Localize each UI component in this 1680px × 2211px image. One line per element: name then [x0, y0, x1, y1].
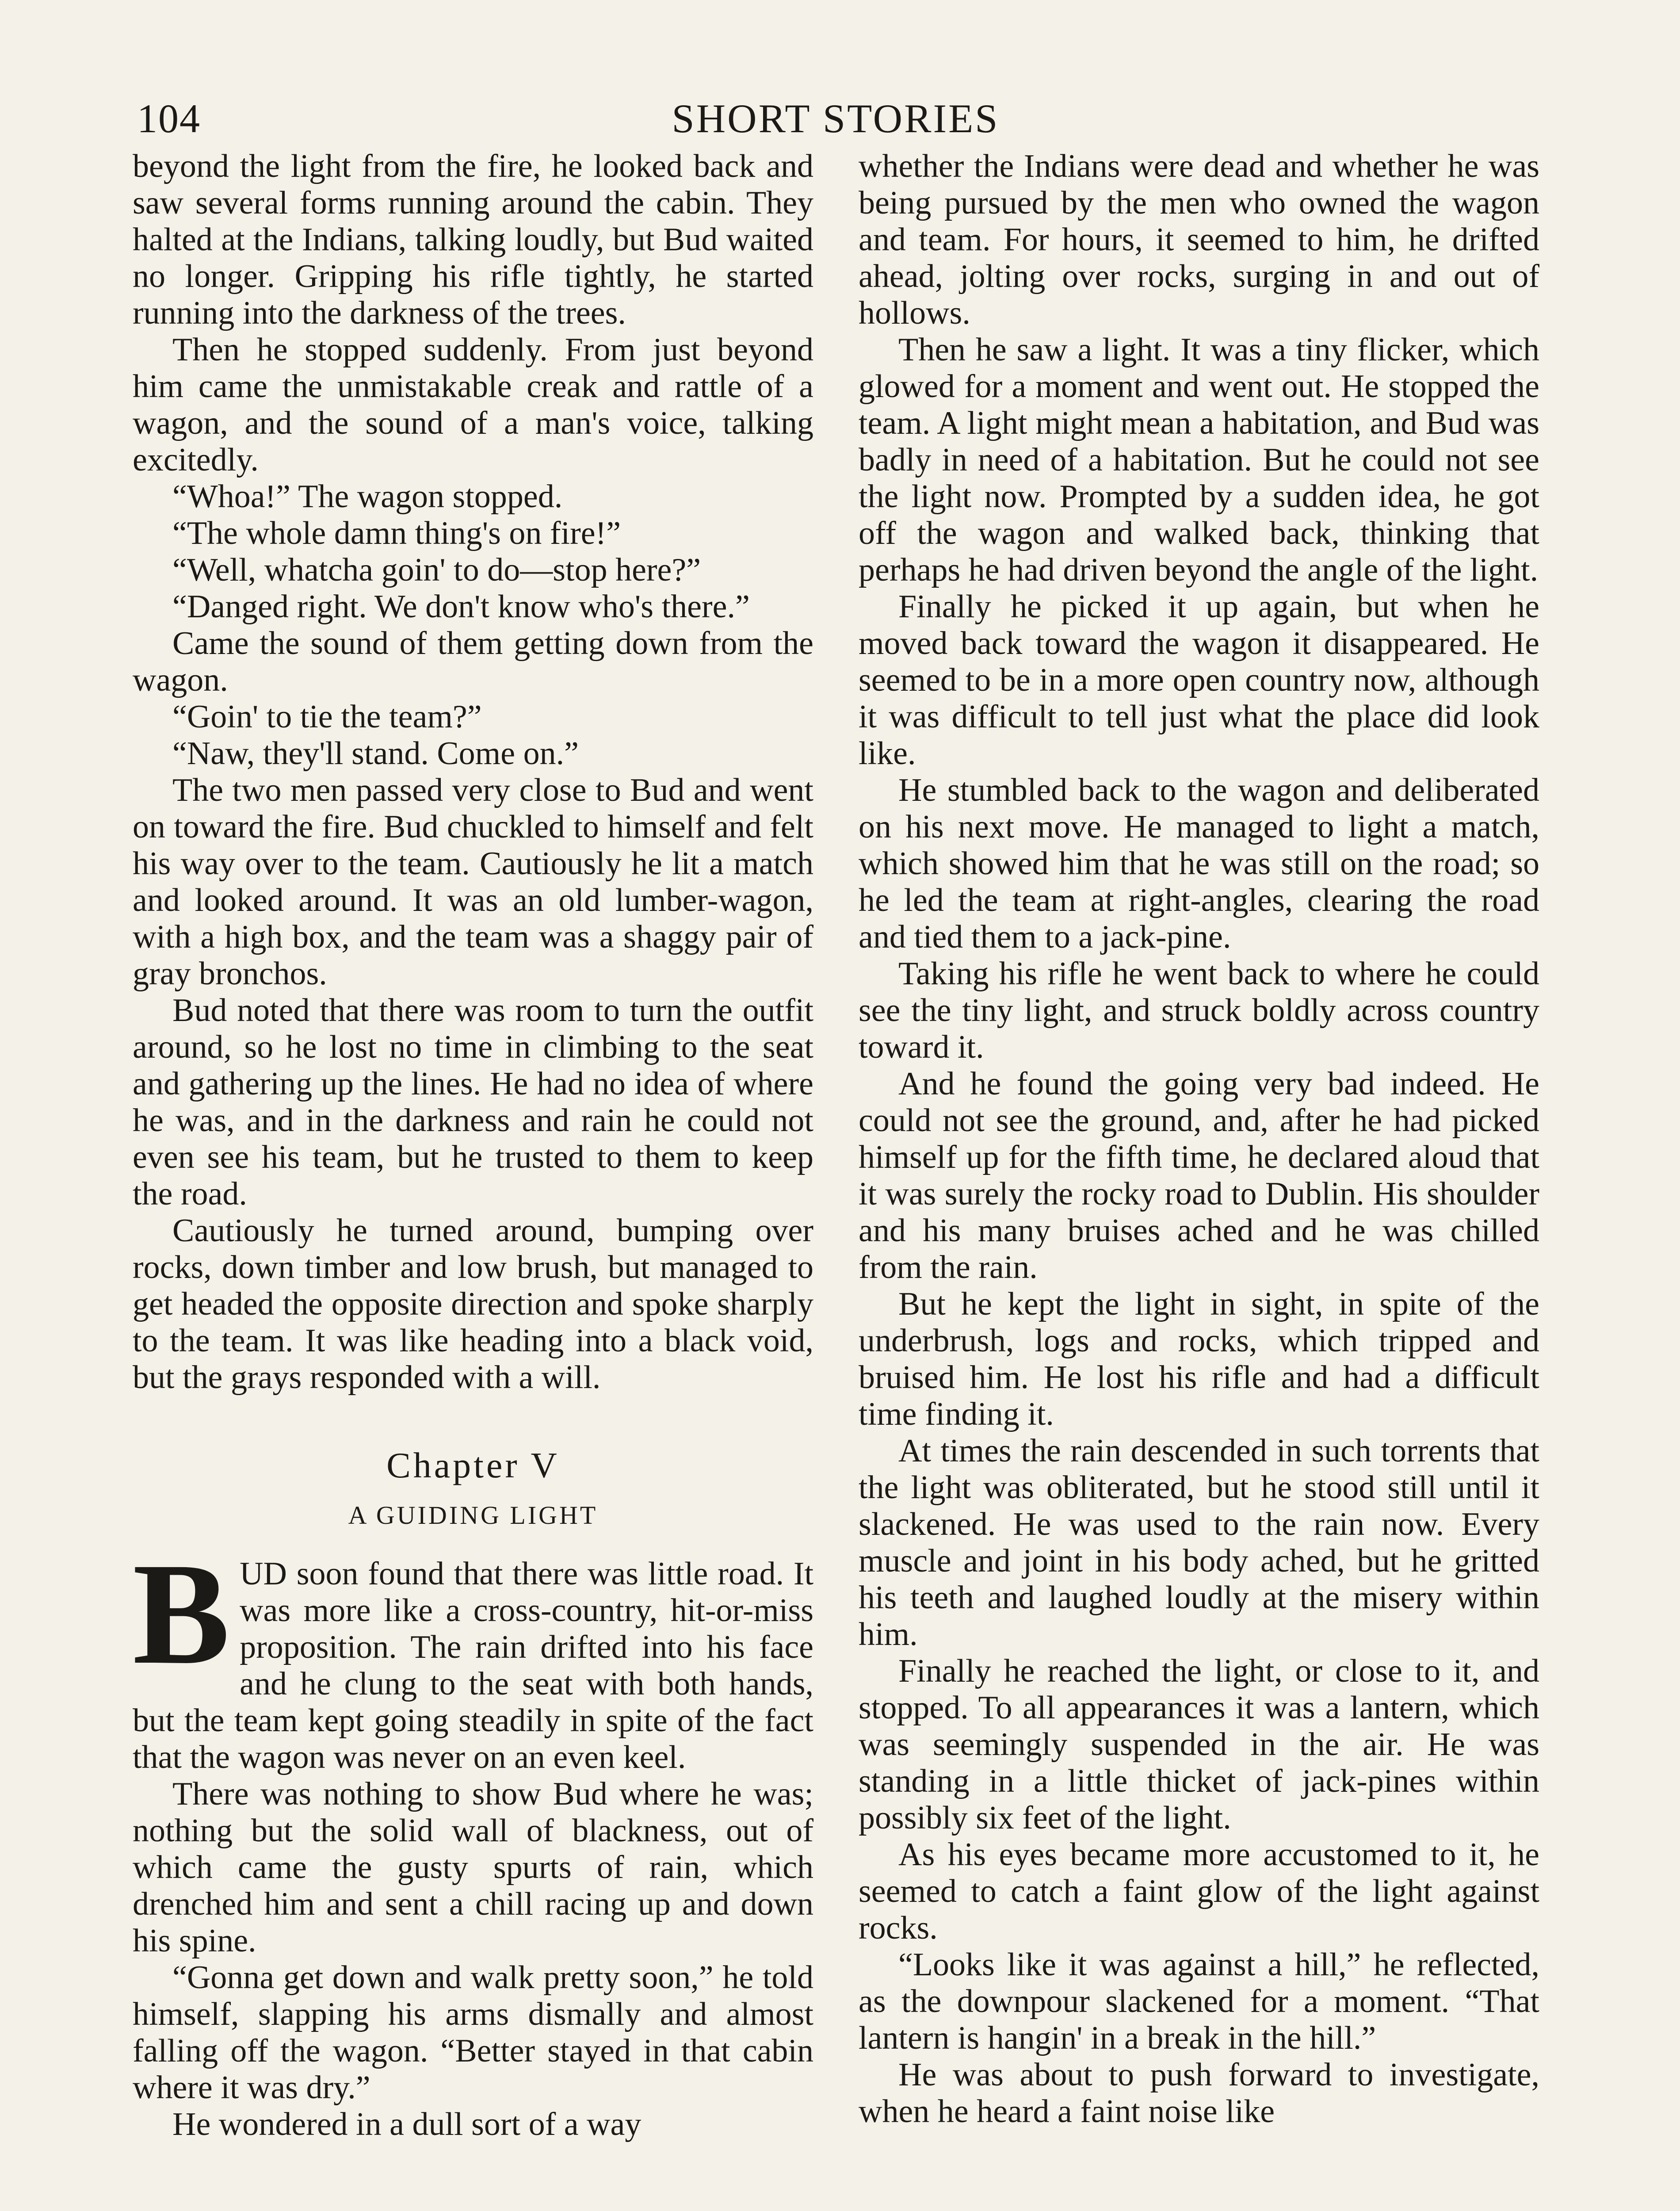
page-header: [133, 91, 1539, 153]
running-title: SHORT STORIES: [672, 96, 1000, 141]
paragraph: “Danged right. We don't know who's there.”: [172, 589, 750, 625]
paragraph: Then he stopped suddenly. From just beyond him came the unmistakable creak and rattle of a wagon, and the sound of a man's voice, talking excitedly.: [133, 332, 813, 478]
paragraph: “The whole damn thing's on fire!”: [172, 515, 621, 551]
paragraph: The two men passed very close to Bud and went on toward the fire. Bud chuckled to himself and felt his way over to the team. Cautiously he lit a match and looked around. It was an old lumber-wagon, with a high box, and the team was a shaggy pair of gray bronchos.: [133, 772, 813, 992]
paragraph: whether the Indians were dead and whether he was being pursued by the men who owned the wagon and team. For hours, it seemed to him, he drifted ahead, jolting over rocks, surging in and out of hollows.: [859, 148, 1539, 331]
paragraph: “Goin' to tie the team?”: [172, 699, 482, 735]
right-column: [859, 148, 1539, 2130]
chapter-subtitle: A GUIDING LIGHT: [348, 1501, 598, 1530]
paragraph: beyond the light from the fire, he looked back and saw several forms running around the cabin. They halted at the Indians, talking loudly, but Bud waited no longer. Gripping his rifle tightly, he started running into the darkness of the trees.: [133, 148, 813, 331]
paragraph: “Gonna get down and walk pretty soon,” he told himself, slapping his arms dismally and almost falling off the wagon. “Better stayed in that cabin where it was dry.”: [133, 1959, 813, 2106]
paragraph: He wondered in a dull sort of a way: [172, 2106, 641, 2142]
left-column: [133, 148, 813, 2143]
paragraph: “Well, whatcha goin' to do—stop here?”: [172, 552, 701, 588]
chapter-opening-paragraph: [133, 1533, 813, 1776]
paragraph: He was about to push forward to investigate, when he heard a faint noise like: [859, 2057, 1539, 2130]
paragraph: Finally he picked it up again, but when he moved back toward the wagon it disappeared. He seemed to be in a more open country now, although it was difficult to tell just what the place did look like.: [859, 589, 1539, 772]
paragraph: “Naw, they'll stand. Come on.”: [172, 735, 579, 772]
opening-text: UD soon found that there was little road. It was more like a cross-country, hit-or-miss proposition. The rain drifted into his face and he clung to the seat with both hands, but the team kept going steadily in spite of the fact that the wagon was never on an even keel.: [133, 1556, 813, 1775]
drop-cap: B: [133, 1533, 230, 1695]
paragraph: “Whoa!” The wagon stopped.: [172, 478, 563, 515]
paragraph: There was nothing to show Bud where he was; nothing but the solid wall of blackness, out of which came the gusty spurts of rain, which drenched him and sent a chill racing up and down his spine.: [133, 1776, 813, 1959]
paragraph: At times the rain descended in such torrents that the light was obliterated, but he stood still until it slackened. He was used to the rain now. Every muscle and joint in his body ached, but he gritted his teeth and laughed loudly at the misery within him.: [859, 1433, 1539, 1653]
paragraph: Bud noted that there was room to turn the outfit around, so he lost no time in climbing to the seat and gathering up the lines. He had no idea of where he was, and in the darkness and rain he could not even see his team, but he trusted to them to keep the road.: [133, 992, 813, 1212]
paragraph: But he kept the light in sight, in spite of the underbrush, logs and rocks, which tripped and bruised him. He lost his rifle and had a difficult time finding it.: [859, 1286, 1539, 1432]
page-number: 104: [137, 96, 201, 141]
paragraph: As his eyes became more accustomed to it, he seemed to catch a faint glow of the light against rocks.: [859, 1836, 1539, 1946]
paragraph: Finally he reached the light, or close to it, and stopped. To all appearances it was a lantern, which was seemingly suspended in the air. He was standing in a little thicket of jack-pines within possibly six feet of the light.: [859, 1653, 1539, 1836]
chapter-heading: Chapter V: [386, 1445, 560, 1485]
paragraph: Came the sound of them getting down from the wagon.: [133, 625, 813, 698]
paragraph: Cautiously he turned around, bumping over rocks, down timber and low brush, but managed to get headed the opposite direction and spoke sharply to the team. It was like heading into a black void, but the grays responded with a will.: [133, 1213, 813, 1396]
paragraph: And he found the going very bad indeed. He could not see the ground, and, after he had picked himself up for the fifth time, he declared aloud that it was surely the rocky road to Dublin. His shoulder and his many bruises ached and he was chilled from the rain.: [859, 1066, 1539, 1285]
paragraph: He stumbled back to the wagon and deliberated on his next move. He managed to light a match, which showed him that he was still on the road; so he led the team at right-angles, clearing the road and tied them to a jack-pine.: [859, 772, 1539, 955]
paragraph: Taking his rifle he went back to where he could see the tiny light, and struck boldly across country toward it.: [859, 956, 1539, 1065]
paragraph: “Looks like it was against a hill,” he reflected, as the downpour slackened for a moment. “That lantern is hangin' in a break in the hill.”: [859, 1947, 1539, 2056]
paragraph: Then he saw a light. It was a tiny flicker, which glowed for a moment and went out. He stopped the team. A light might mean a habitation, and Bud was badly in need of a habitation. But he could not see the light now. Prompted by a sudden idea, he got off the wagon and walked back, thinking that perhaps he had driven beyond the angle of the light.: [859, 332, 1539, 588]
